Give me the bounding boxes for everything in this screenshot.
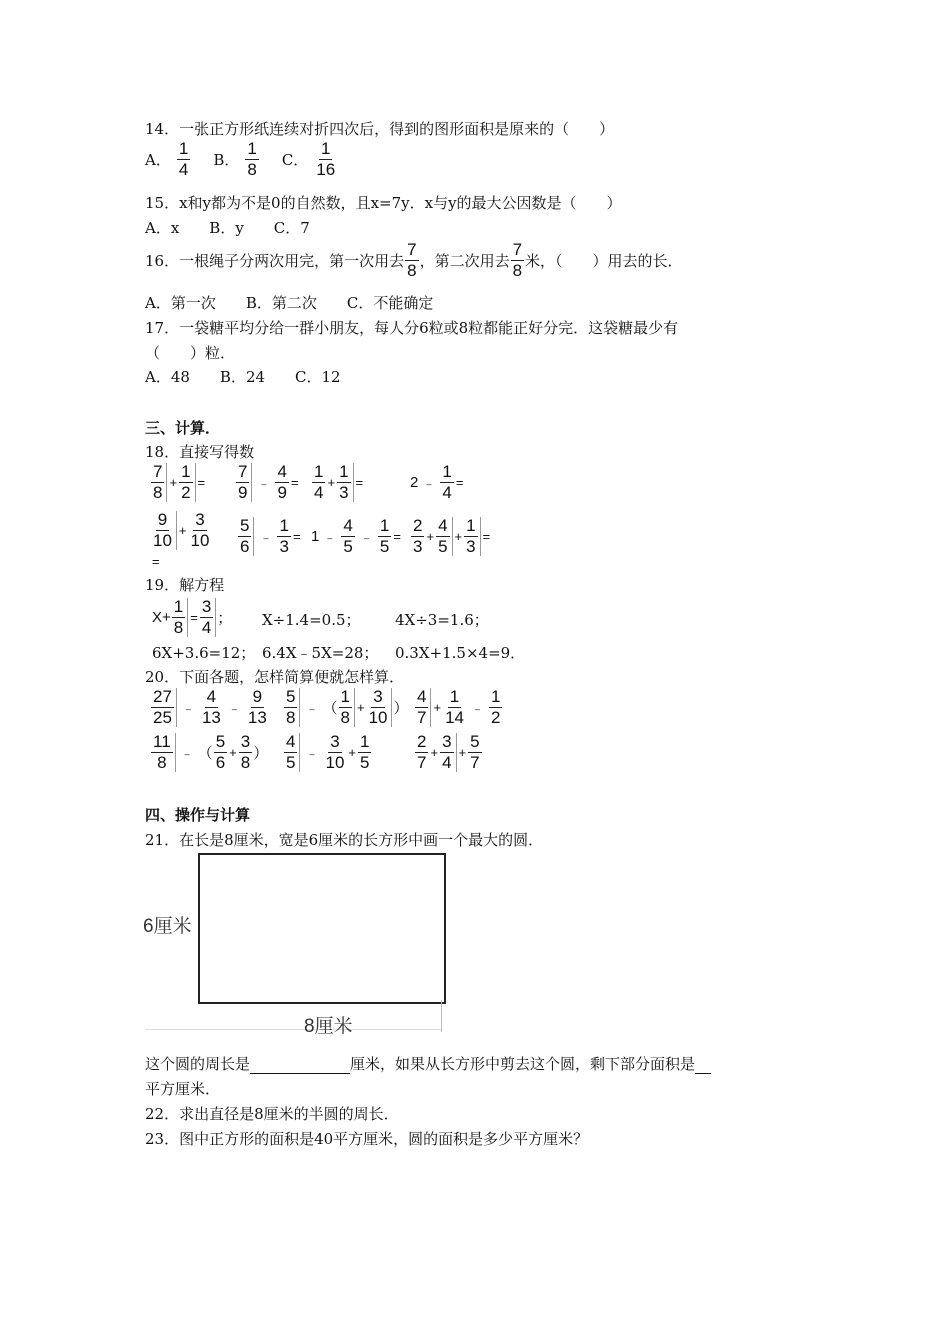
numerator: 1 <box>466 516 476 535</box>
numerator: 1 <box>247 139 257 158</box>
numerator: 4 <box>277 462 287 481</box>
numerator: 1 <box>340 687 350 706</box>
operator: + <box>229 745 237 760</box>
operator: = <box>355 475 364 490</box>
operator: ﹣ <box>359 530 373 545</box>
numerator: 7 <box>512 240 523 259</box>
fraction <box>239 733 252 772</box>
q20-item <box>414 733 483 772</box>
q20-item <box>150 688 270 727</box>
operator: ﹣ <box>227 701 241 716</box>
denominator: 6 <box>215 753 226 772</box>
denominator: 4 <box>442 483 452 502</box>
fraction <box>245 140 258 179</box>
fraction <box>189 511 212 550</box>
numerator: 4 <box>206 687 217 706</box>
numerator: 2 <box>417 732 427 751</box>
denominator: 4 <box>442 753 452 772</box>
operator: + <box>430 745 439 760</box>
fraction <box>464 517 480 556</box>
q20-item <box>283 688 409 727</box>
denominator: 25 <box>153 708 172 727</box>
rectangle-figure <box>198 853 446 1004</box>
q18-item <box>410 463 464 502</box>
operator: ﹣ <box>257 476 271 491</box>
fraction <box>151 463 167 502</box>
operator: ﹣ <box>323 530 337 545</box>
q16-stem-c: 米，（ ）用去的长． <box>525 252 683 270</box>
numerator: 9 <box>157 510 168 529</box>
operator: + <box>178 523 187 538</box>
operator: = <box>482 529 491 544</box>
denominator: 13 <box>201 708 221 727</box>
fraction <box>341 517 354 556</box>
math-text: （ <box>322 700 338 717</box>
q15-stem: 15．x和y都为不是0的自然数，且x=7y．x与y的最大公因数是（ ） <box>145 194 622 212</box>
fraction <box>405 241 418 280</box>
denominator: 8 <box>340 708 350 727</box>
numerator: 3 <box>240 732 251 751</box>
numerator: 1 <box>360 732 370 751</box>
q20-title: 20．下面各题，怎样简算便就怎样算． <box>145 668 405 686</box>
denominator: 5 <box>343 537 353 556</box>
q18-item <box>311 463 364 502</box>
denominator: 5 <box>360 753 370 772</box>
fraction <box>323 733 346 772</box>
q18-title: 18．直接写得数 <box>145 443 255 461</box>
operator: ﹣ <box>422 476 436 491</box>
denominator: 4 <box>178 160 189 179</box>
numerator: 1 <box>379 516 390 535</box>
fraction <box>378 517 391 556</box>
fraction <box>440 463 453 502</box>
denominator: 4 <box>201 618 212 637</box>
denominator: 8 <box>407 261 417 280</box>
denominator: 7 <box>417 753 427 772</box>
numerator: 3 <box>373 687 383 706</box>
section-3-title: 三、计算． <box>145 419 221 437</box>
section-4-title: 四、操作与计算 <box>145 806 251 824</box>
label-length: 8厘米 <box>304 1016 353 1037</box>
fraction <box>172 598 188 637</box>
equation: 4X÷3=1.6； <box>395 611 489 629</box>
math-text: X+ <box>152 609 171 626</box>
denominator: 13 <box>247 708 267 727</box>
numerator: 7 <box>407 240 417 259</box>
denominator: 16 <box>316 160 336 179</box>
fraction <box>511 241 524 280</box>
numerator: 1 <box>178 139 189 158</box>
label-width: 6厘米 <box>143 916 192 937</box>
figure-edge <box>441 1000 442 1032</box>
numerator: 3 <box>201 597 212 616</box>
numerator: 5 <box>286 687 296 706</box>
numerator: 7 <box>153 462 163 481</box>
operator: = <box>393 529 401 544</box>
operator: = <box>152 554 160 569</box>
q19-title: 19．解方程 <box>145 576 225 594</box>
q18-item <box>235 463 300 502</box>
fraction <box>200 598 216 637</box>
denominator: 8 <box>157 753 167 772</box>
denominator: 8 <box>247 160 257 179</box>
numerator: 1 <box>181 462 191 481</box>
operator: = <box>197 475 206 490</box>
fraction <box>443 688 466 727</box>
figure-baseline <box>145 1029 442 1030</box>
fraction <box>179 463 195 502</box>
denominator: 9 <box>277 483 287 502</box>
numerator: 3 <box>330 732 340 751</box>
answer-blank[interactable] <box>250 1057 350 1074</box>
q16-stem-b: ，第二次用去 <box>419 252 510 270</box>
numerator: 5 <box>240 516 250 535</box>
denominator: 10 <box>368 708 388 727</box>
fraction <box>339 688 355 727</box>
q16-options: A．第一次 B．第二次 C．不能确定 <box>145 294 434 312</box>
math-text: ） <box>253 745 269 762</box>
operator: + <box>169 475 178 490</box>
operator: = <box>455 475 464 490</box>
denominator: 8 <box>286 708 296 727</box>
numerator: 1 <box>339 462 349 481</box>
denominator: 2 <box>181 483 191 502</box>
denominator: 3 <box>413 537 423 556</box>
fraction <box>415 733 428 772</box>
fraction <box>314 140 337 179</box>
operator: + <box>433 700 442 715</box>
denominator: 3 <box>339 483 349 502</box>
numerator: 4 <box>286 732 296 751</box>
q20-item <box>283 733 372 772</box>
q18-item <box>150 463 206 502</box>
q17-line2: （ ）粒． <box>145 344 236 362</box>
denominator: 6 <box>240 537 250 556</box>
numerator: 1 <box>442 462 452 481</box>
equation: 0.3X+1.5×4=9． <box>395 644 526 662</box>
q22-stem: 22．求出直径是8厘米的半圆的周长． <box>145 1105 399 1123</box>
math-text: 2 <box>410 474 419 491</box>
q14-stem: 14．一张正方形纸连续对折四次后，得到的图形面积是原来的（ ） <box>145 120 615 138</box>
q18-item <box>237 517 302 556</box>
q18-eq-wrap <box>151 554 161 569</box>
q14-options <box>145 140 338 179</box>
denominator: 5 <box>286 753 296 772</box>
operator: + <box>454 529 463 544</box>
denominator: 10 <box>153 531 172 550</box>
denominator: 8 <box>173 618 184 637</box>
answer-blank[interactable] <box>695 1057 711 1074</box>
denominator: 8 <box>240 753 251 772</box>
q18-item <box>311 517 402 556</box>
q16-stem <box>145 241 683 280</box>
q16-stem-a: 16．一根绳子分两次用完，第一次用去 <box>145 252 405 270</box>
numerator: 3 <box>442 732 452 751</box>
numerator: 1 <box>321 139 331 158</box>
q23-stem: 23．图中正方形的面积是40平方厘米，圆的面积是多少平方厘米？ <box>145 1130 589 1148</box>
q21-fill-line2: 平方厘米． <box>145 1080 221 1098</box>
q21-fill-line <box>145 1054 711 1074</box>
operator: + <box>348 745 356 760</box>
operator: ﹣ <box>470 701 484 716</box>
q18-item <box>410 517 491 556</box>
denominator: 9 <box>238 483 248 502</box>
fraction <box>312 463 325 502</box>
denominator: 7 <box>417 708 427 727</box>
fraction <box>411 517 424 556</box>
operator: ﹣ <box>305 701 319 716</box>
fraction <box>468 733 481 772</box>
denominator: 8 <box>512 261 523 280</box>
q15-options: A．x B．y C．7 <box>145 219 310 237</box>
q20-item <box>414 688 503 727</box>
q20-item <box>150 733 268 772</box>
q14-a-label: A． <box>145 151 171 169</box>
numerator: 1 <box>449 687 460 706</box>
fraction <box>436 517 452 556</box>
fraction <box>151 511 177 550</box>
fraction <box>238 517 254 556</box>
fraction <box>277 517 290 556</box>
q17-options: A．48 B．24 C．12 <box>145 368 341 386</box>
q17-line1: 17．一袋糖平均分给一群小朋友，每人分6粒或8粒都能正好分完．这袋糖最少有 <box>145 319 679 337</box>
operator: + <box>426 529 435 544</box>
denominator: 10 <box>325 753 345 772</box>
fill-text-b: 厘米，如果从长方形中剪去这个圆，剩下部分面积是 <box>350 1055 696 1073</box>
operator: = <box>292 529 301 544</box>
equation: X÷1.4=0.5； <box>262 611 361 629</box>
numerator: 9 <box>252 687 263 706</box>
operator: ﹣ <box>305 746 319 761</box>
fill-text-a: 这个圆的周长是 <box>145 1055 251 1073</box>
fraction <box>415 688 431 727</box>
numerator: 5 <box>215 732 226 751</box>
numerator: 2 <box>413 516 423 535</box>
operator: ﹣ <box>259 530 273 545</box>
numerator: 4 <box>343 516 353 535</box>
fraction <box>200 688 223 727</box>
fraction <box>337 463 353 502</box>
operator: ﹣ <box>181 701 195 716</box>
fraction <box>358 733 371 772</box>
numerator: 4 <box>417 687 427 706</box>
numerator: 1 <box>314 462 324 481</box>
denominator: 10 <box>190 531 210 550</box>
equation: X+ $\frac{1}{8}$ = $\frac{3}{4}$ ； <box>152 597 233 637</box>
fraction <box>275 463 288 502</box>
fraction <box>284 688 300 727</box>
denominator: 7 <box>470 753 480 772</box>
fraction <box>284 733 300 772</box>
fraction <box>151 733 176 772</box>
numerator: 3 <box>195 510 205 529</box>
numerator: 27 <box>153 687 172 706</box>
denominator: 8 <box>153 483 163 502</box>
denominator: 2 <box>491 708 501 727</box>
denominator: 4 <box>314 483 324 502</box>
q14-c-label: C． <box>281 151 309 169</box>
equation: 6X+3.6=12； <box>152 644 256 662</box>
math-text: 1 <box>311 528 320 545</box>
equation: 6.4X﹣5X=28； <box>262 644 379 662</box>
fraction <box>236 463 252 502</box>
fraction <box>489 688 502 727</box>
numerator: 11 <box>153 732 171 751</box>
denominator: 3 <box>466 537 476 556</box>
fraction <box>214 733 227 772</box>
numerator: 7 <box>238 462 248 481</box>
q21-stem: 21．在长是8厘米，宽是6厘米的长方形中画一个最大的圆． <box>145 831 544 849</box>
fraction <box>246 688 269 727</box>
operator: + <box>458 745 467 760</box>
math-text: （ <box>197 745 213 762</box>
operator: = <box>190 610 198 625</box>
numerator: 1 <box>279 516 289 535</box>
denominator: 5 <box>379 537 390 556</box>
fraction <box>367 688 393 727</box>
numerator: 1 <box>173 597 184 616</box>
denominator: 14 <box>445 708 464 727</box>
numerator: 4 <box>438 516 448 535</box>
fraction <box>177 140 190 179</box>
operator: = <box>290 475 299 490</box>
denominator: 5 <box>438 537 448 556</box>
operator: ﹣ <box>180 746 194 761</box>
math-text: ） <box>393 700 409 717</box>
fraction <box>151 688 177 727</box>
fraction <box>440 733 456 772</box>
numerator: 5 <box>470 732 480 751</box>
denominator: 3 <box>279 537 289 556</box>
q18-item <box>150 511 212 550</box>
operator: + <box>356 700 365 715</box>
numerator: 1 <box>491 687 501 706</box>
operator: + <box>327 475 336 490</box>
q14-b-label: B． <box>213 151 240 169</box>
